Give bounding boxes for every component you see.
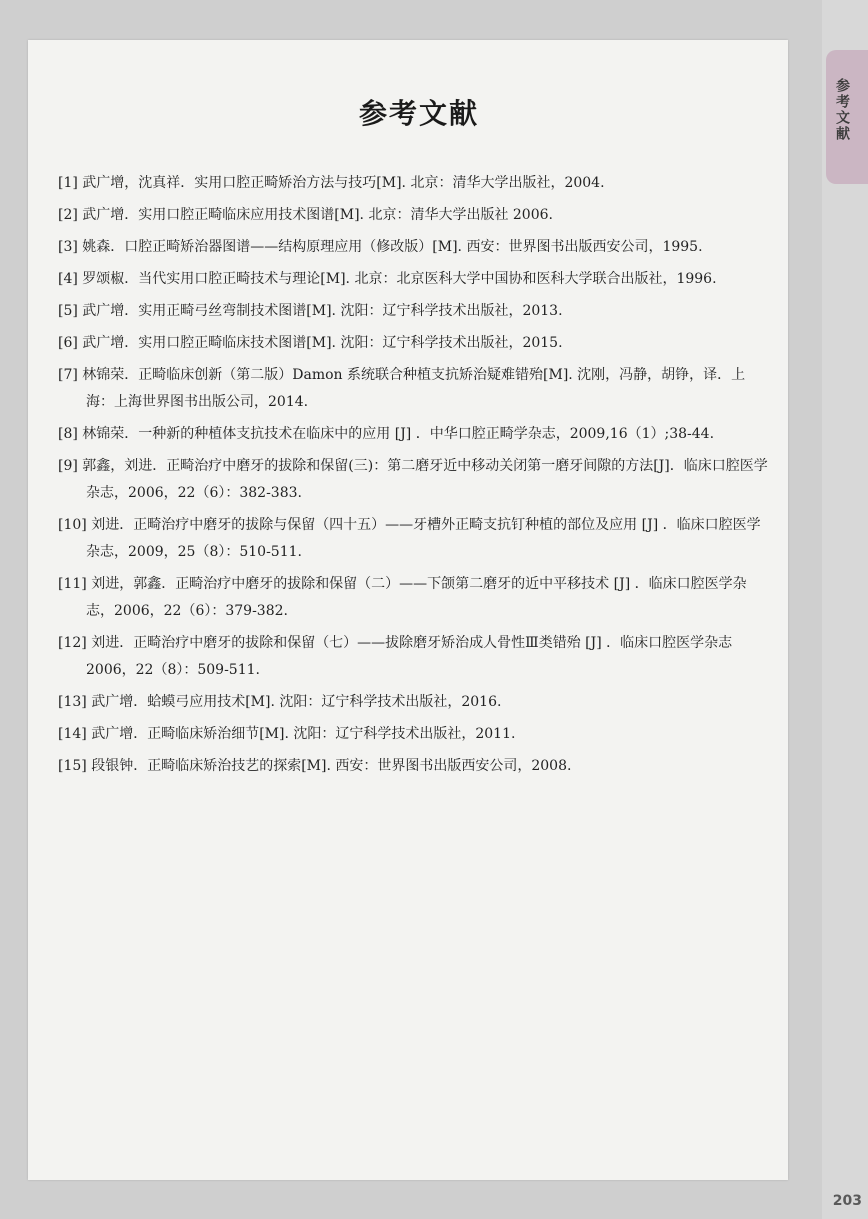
reference-item: [12] 刘进．正畸治疗中磨牙的拔除和保留（七）——拔除磨牙矫治成人骨性Ⅲ类错殆 [J] ．临床口腔医学杂志 2006，22（8）：509-511. [58,635,733,678]
reference-item: [15] 段银钟．正畸临床矫治技艺的探索[M]. 西安：世界图书出版西安公司，2008. [58,758,572,774]
page-title: 参考文献 [358,97,479,130]
page-number: 203 [832,1193,862,1209]
reference-item: [7] 林锦荣．正畸临床创新（第二版）Damon 系统联合种植支抗矫治疑难错殆[M]. 沈刚，冯静，胡铮，译．上海：上海世界图书出版公司，2014. [58,367,746,410]
reference-item: [3] 姚森．口腔正畸矫治器图谱——结构原理应用（修改版）[M]. 西安：世界图书出版西安公司，1995. [58,239,703,255]
reference-item: [6] 武广增．实用口腔正畸临床技术图谱[M]. 沈阳：辽宁科学技术出版社，2015. [58,335,563,351]
reference-item: [10] 刘进．正畸治疗中磨牙的拔除与保留（四十五）——牙槽外正畸支抗钉种植的部位及应用 [J] ．临床口腔医学杂志，2009，25（8）：510-511. [58,517,761,560]
reference-item: [13] 武广增．蛤蟆弓应用技术[M]. 沈阳：辽宁科学技术出版社，2016. [58,694,502,710]
reference-item: [14] 武广增．正畸临床矫治细节[M]. 沈阳：辽宁科学技术出版社，2011. [58,726,516,742]
reference-item: [8] 林锦荣．一种新的种植体支抗技术在临床中的应用 [J] ．中华口腔正畸学杂志，2009,16（1）;38-44. [58,426,715,442]
reference-item: [9] 郭鑫，刘进．正畸治疗中磨牙的拔除和保留(三)：第二磨牙近中移动关闭第一磨牙间隙的方法[J]．临床口腔医学杂志，2006，22（6）：382-383. [58,458,768,501]
chapter-tab-label: 参考文献 [834,78,850,142]
reference-item: [2] 武广增．实用口腔正畸临床应用技术图谱[M]. 北京：清华大学出版社 2006. [58,207,553,223]
reference-item: [1] 武广增，沈真祥．实用口腔正畸矫治方法与技巧[M]. 北京：清华大学出版社，2004. [58,175,605,191]
reference-item: [11] 刘进，郭鑫．正畸治疗中磨牙的拔除和保留（二）——下颌第二磨牙的近中平移技术 [J] ．临床口腔医学杂志，2006，22（6）：379-382. [58,576,747,619]
reference-list [58,170,770,785]
reference-item: [4] 罗颂椒．当代实用口腔正畸技术与理论[M]. 北京：北京医科大学中国协和医科大学联合出版社，1996. [58,271,717,287]
reference-item: [5] 武广增．实用正畸弓丝弯制技术图谱[M]. 沈阳：辽宁科学技术出版社，2013. [58,303,563,319]
